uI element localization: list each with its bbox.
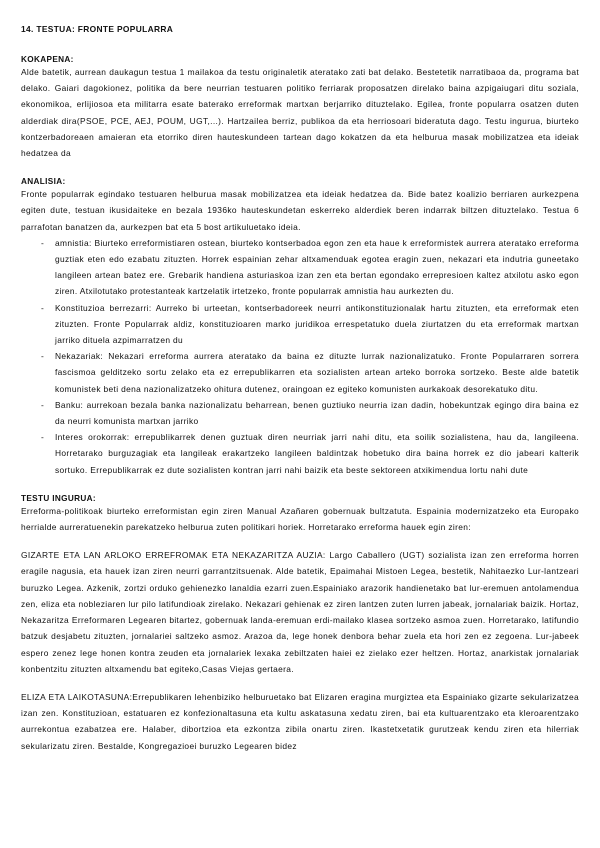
list-item-text: Banku: aurrekoan bezala banka nazionalizatu beharrean, benen guztiuko neurria izan dadin, hobekuntzak egingo dira baina ez da neurri komunista martxan jarriko bbox=[55, 399, 579, 427]
testu-ingurua-intro-paragraph: Erreforma-politikoak biurteko erreformistan egin ziren Manual Azañaren gobernuak bultzatuta. Espainia modernizatzeko eta Europako herrialde aurreratuenekin parekatzeko helburua zuten politikari horiek. Horretarako erreforma hauek egin ziren: bbox=[21, 505, 579, 533]
list-item-text: Konstituzioa berrezarri: Aurreko bi urteetan, kontserbadoreek neurri antikonstituzionalak hartu zituzten, eta erreformak eten zituzten. Fronte Popularrak aldiz, konstituzioaren marko juridikoa errespetatuko duela ziurtatzen du eta erreformak martxan jarriko dituela azpimarratzen du bbox=[55, 302, 579, 346]
document-title: 14. TESTUA: FRONTE POPULARRA bbox=[21, 24, 174, 34]
eliza-laikotasuna-paragraph bbox=[21, 689, 579, 754]
kokapena-paragraph: Alde batetik, aurrean daukagun testua 1 mailakoa da testu originaletik ateratako zati bat delako. Bestetetik narratibaoa da, programa bat delako. Gaiari dagokionez, politika da bere neurrian testuaren politiko ferriarak proposatzen direlako baina azpigaiugari ditu soziala, ekonomikoa, erlijiosoa eta militarra esate baterako erreformak martxan berjarriko dituztelako. Egilea, fronte popularra osatzen duten alderdiak dira(PSOE, PCE, AEJ, POUM, UGT,...). Hartzailea berriz, publikoa da eta herriosoari bideratuta dago. Testu ingurua, biurteko kontzerbadoreaen amaieran eta etorriko diren hauteskundeen tartean dago kokatzen da eta helburua masak mobilizatzea eta ideiak hedatzea da bbox=[21, 67, 579, 159]
list-item: - Nekazariak: Nekazari erreforma aurrera ateratako da baina ez dituzte lurrak nazionalizatuko. Fronte Popularraren sorrera fascismoa gelditzeko sortu zelako eta ez errepublikarren eta sozialisten artean arteko borroka sortzeko. Beste alde batetik komunistek beti dena nazionalizatzeko ohitura dutenez, oraingoan ez egiteko komunisten aurkakoak desorekatuko ditu. bbox=[41, 351, 579, 394]
section-heading-testu-ingurua: TESTU INGURUA: bbox=[21, 493, 96, 503]
list-item: - Interes orokorrak: errepublikarrek denen guztuak diren neurriak jarri nahi ditu, eta soilik sozialistena, hau da, langileena. Horretarako burguzagiak eta langileak erakartzeko langileen baldintzak hobetuko dira baina horrek ez dio jabeari kalterik sortuko. Errepublikarrak ez dute sozialisten kontran jarri nahi baizik eta beste sektoreen atxikimendua lortu nahi dute bbox=[41, 432, 579, 475]
paragraph-body: Errepublikaren lehenbiziko helburuetako bat Elizaren eragina murgiztea eta Espainiako gizarte sekularizatzea izan zen. Konstituzioan, estatuaren ez konfezionaltasuna eta kultu askatasuna xedatu ziren, bai eta kultuarentzako eta kleroarentzako aurrekontua ezabatzea ere. Halaber, dibortzioa eta ezkontza zibila onartu ziren. Ikastetxetatik gurutzeak kendu ziren eta hilerriak sekularizatu ziren. Bestalde, Kongregazioei buruzko Legearen bidez bbox=[21, 691, 579, 751]
gizarte-lan-paragraph bbox=[21, 547, 579, 677]
paragraph-lead: ELIZA ETA LAIKOTASUNA: bbox=[21, 691, 133, 702]
document-page bbox=[21, 24, 579, 754]
list-item: - Banku: aurrekoan bezala banka nazionalizatu beharrean, benen guztiuko neurria izan dadin, hobekuntzak egingo dira baina ez da neurri komunista martxan jarriko bbox=[41, 399, 579, 427]
analisia-list bbox=[21, 235, 579, 478]
paragraph-body: Largo Caballero (UGT) sozialista izan zen erreforma horren eragile nagusia, eta hauek izan ziren neurri garrantzitsuenak. Alde batetik, Epaimahai Mistoen Legea, bestetik, Nahitaezko Lur-lantzeari buruzko Legea. Azkenik, zortzi orduko gehienezko lanaldia ezarri zuen.Espainiako arazorik handienetako bat lur-eremuen antolamendua zen, eliza eta nobleziaren lur pilo latifundioak zirelako. Nekazari gehienak ez ziren lantzen zuten lurren jabeak, jornalariak baizik. Hortaz, Nekazaritza Erreformaren Legearen bitartez, gobernuak landa-eremuan erdi-mailako klasea sortzeko asmoa zuen. Horretarako, latifundio batzuk desjabetu zituzten, jornalariei saltzeko asmoz. Arazoa da, lege honek denbora behar zuela eta hori zen ez zegoena. Lur-jabeek espero zenez lege honen kontra zeuden eta jornalariek lexaka zebiltzaten haiei ez zielako ezer heltzen. Hortaz, anarkistak jornalariak konbentzitu zituzten altxamendu bat egiteko,Casas Viejas gertaera. bbox=[21, 550, 580, 674]
paragraph-lead: GIZARTE ETA LAN ARLOKO ERREFROMAK ETA NEKAZARITZA AUZIA: bbox=[21, 550, 326, 561]
section-heading-analisia: ANALISIA: bbox=[21, 177, 66, 187]
section-heading-kokapena: KOKAPENA: bbox=[21, 55, 74, 64]
list-item-text: Nekazariak: Nekazari erreforma aurrera ateratako da baina ez dituzte lurrak nazionalizatuko. Fronte Popularraren sorrera fascismoa gelditzeko sortu zelako eta ez errepublikarren eta sozialisten artean arteko borroka sortzeko. Beste alde batetik komunistek beti dena nazionalizatzeko ohitura dutenez, oraingoan ez egiteko komunisten aurkakoak desorekatuko ditu. bbox=[55, 351, 579, 394]
list-item: - Konstituzioa berrezarri: Aurreko bi urteetan, kontserbadoreek neurri antikonstituzionalak hartu zituzten, eta erreformak eten zituzten. Fronte Popularrak aldiz, konstituzioaren marko juridikoa errespetatuko duela ziurtatzen du eta erreformak martxan jarriko dituela azpimarratzen du bbox=[41, 302, 579, 346]
list-item-text: amnistia: Biurteko erreformistiaren ostean, biurteko kontserbadoa egon zen eta haue k erreformistek aurrera ateratako erreforma guztiak eten edo ezabatu zituzten. Horrek espainian zehar altxamenduak egotea eragin zuen, nekazari eta indutria guneetako langileen artean batez ere. Grebarik handiena asturiaskoa izan zen eta bertan egondako errepresioen kaltez atxilotu asko egon ziren. Atxilotutako protestanteak kartzelatik irtetzeko, fronte popularrak amnistia hau aurkezten du. bbox=[55, 237, 579, 297]
analisia-intro-paragraph: Fronte popularrak egindako testuaren helburua masak mobilizatzea eta ideiak hedatzea da. Bide batez koalizio berriaren aurkezpena egiten dute, testuan ikusidaiteke en bezala 1936ko hauteskundetan eskerreko alderdiek beren indarrak biltzen dituztelako. Testua 6 parrafotan banatzen da, aurkezpen bat eta 5 bost artikuluetako ideia. bbox=[21, 189, 579, 232]
list-item-text: Interes orokorrak: errepublikarrek denen guztuak diren neurriak jarri nahi ditu, eta soilik sozialistena, hau da, langileena. Horretarako burguzagiak eta langileak erakartzeko langileen baldintzak hobetuko dira baina horrek ez dio jabeari kalterik sortuko. Errepublikarrak ez dute sozialisten kontran jarri nahi baizik eta beste sektoreen atxikimendua lortu nahi dute bbox=[55, 432, 579, 475]
list-item: - amnistia: Biurteko erreformistiaren ostean, biurteko kontserbadoa egon zen eta haue k erreformistek aurrera ateratako erreforma guztiak eten edo ezabatu zituzten. Horrek espainian zehar altxamenduak egotea eragin zuen, nekazari eta indutria guneetako langileen artean batez ere. Grebarik handiena asturiaskoa izan zen eta bertan egondako errepresioen kaltez atxilotu asko egon ziren. Atxilotutako protestanteak kartzelatik irtetzeko, fronte popularrak amnistia hau aurkezten du. bbox=[41, 237, 579, 297]
